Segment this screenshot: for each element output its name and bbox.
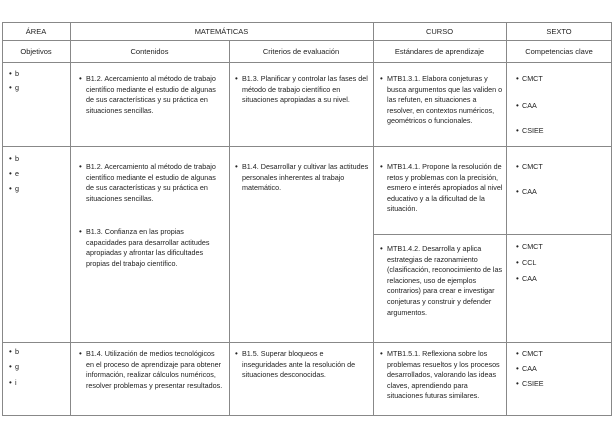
row2-inner-divider	[373, 234, 612, 235]
header-objetivos: Objetivos	[20, 47, 52, 56]
estandar-item: • MTB1.5.1. Reflexiona sobre los problemas resueltos y los procesos desarrollados, valorando las ideas claves, aprendiendo para situaciones futuras similares.	[387, 349, 503, 402]
competencia-item: • CAA	[522, 187, 537, 198]
table-border-bottom	[2, 415, 612, 416]
objective-item: • b	[15, 154, 19, 165]
estandar-item: • MTB1.4.1. Propone la resolución de retos y problemas con la precisión, esmero e interés apropiados al nivel educativo y a la dificultad de la situación.	[387, 162, 503, 215]
header-competencias: Competencias clave	[525, 47, 593, 56]
objective-item: • b	[15, 69, 19, 80]
competencia-item: • CMCT	[522, 242, 543, 253]
curriculum-table	[2, 22, 612, 416]
competencia-item: • CAA	[522, 274, 537, 285]
table-border-top	[2, 22, 612, 23]
competencia-item: • CAA	[522, 364, 537, 375]
objective-item: • i	[15, 378, 17, 389]
row-divider-1	[2, 146, 612, 147]
header-estandares: Estándares de aprendizaje	[394, 47, 485, 56]
competencia-item: • CSIEE	[522, 379, 544, 390]
contenido-item: • B1.4. Utilización de medios tecnológicos en el proceso de aprendizaje para obtener información, realizar cálculos numéricos, resolver problemas y presentar resultados.	[86, 349, 224, 391]
header-divider	[2, 40, 612, 41]
criterio-item: • B1.5. Superar bloqueos e inseguridades ante la resolución de situaciones desconocidas.	[242, 349, 370, 381]
col-divider-2	[229, 40, 230, 416]
header-course-value: SEXTO	[546, 27, 572, 36]
objective-item: • e	[15, 169, 19, 180]
objective-item: • b	[15, 347, 19, 358]
objective-item: • g	[15, 83, 19, 94]
competencia-item: • CMCT	[522, 74, 543, 85]
competencia-item: • CSIEE	[522, 126, 544, 137]
competencia-item: • CAA	[522, 101, 537, 112]
objective-item: • g	[15, 184, 19, 195]
subheader-divider	[2, 62, 612, 63]
criterio-item: • B1.4. Desarrollar y cultivar las actitudes personales inherentes al trabajo matemático.	[242, 162, 370, 194]
header-criterios: Criterios de evaluación	[262, 47, 340, 56]
contenido-item: • B1.2. Acercamiento al método de trabajo científico mediante el estudio de algunas de sus características y su práctica en situaciones sencillas.	[86, 162, 224, 204]
col-divider-3	[373, 22, 374, 416]
header-course-label: CURSO	[425, 27, 454, 36]
col-divider-1	[70, 22, 71, 416]
contenido-item: • B1.2. Acercamiento al método de trabajo científico mediante el estudio de algunas de sus características y su práctica en situaciones sencillas.	[86, 74, 224, 116]
header-contenidos: Contenidos	[130, 47, 169, 56]
competencia-item: • CMCT	[522, 349, 543, 360]
header-area: ÁREA	[25, 27, 47, 36]
row-divider-2	[2, 342, 612, 343]
competencia-item: • CMCT	[522, 162, 543, 173]
estandar-item: • MTB1.3.1. Elabora conjeturas y busca argumentos que las validen o las refuten, en situaciones a resolver, en contextos numéricos, geométricos o funcionales.	[387, 74, 503, 127]
objective-item: • g	[15, 362, 19, 373]
contenido-item: • B1.3. Confianza en las propias capacidades para desarrollar actitudes apropiadas y afrontar las dificultades propias del trabajo científico.	[86, 227, 224, 269]
estandar-item: • MTB1.4.2. Desarrolla y aplica estrategias de razonamiento (clasificación, reconocimiento de las relaciones, uso de ejemplos contrarios) para crear e investigar conjeturas y construir y defender argumentos.	[387, 244, 503, 318]
col-divider-4	[506, 22, 507, 416]
header-subject: MATEMÁTICAS	[194, 27, 249, 36]
table-border-right	[611, 22, 612, 416]
competencia-item: • CCL	[522, 258, 536, 269]
table-border-left	[2, 22, 3, 416]
criterio-item: • B1.3. Planificar y controlar las fases del método de trabajo científico en situaciones apropiadas a su nivel.	[242, 74, 370, 106]
